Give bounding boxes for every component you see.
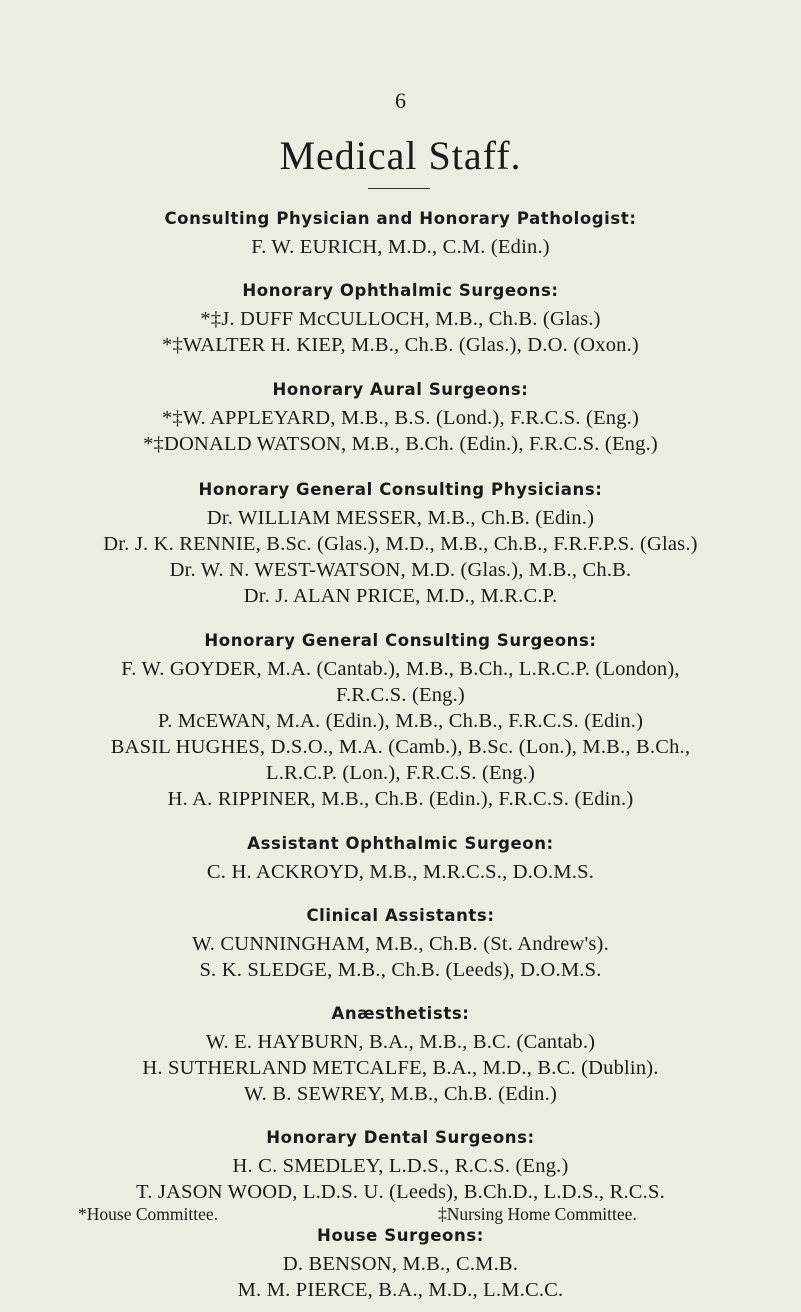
title-divider (368, 188, 430, 189)
staff-entry: W. E. HAYBURN, B.A., M.B., B.C. (Cantab.) (205, 1031, 596, 1053)
section-anaesthetists (0, 1001, 801, 1107)
staff-entry: Dr. WILLIAM MESSER, M.B., Ch.B. (Edin.) (206, 507, 595, 529)
section-clinical-assistants (0, 903, 801, 983)
page-title: Medical Staff. (279, 133, 522, 178)
staff-entry: F. W. EURICH, M.D., C.M. (Edin.) (251, 236, 550, 258)
footnote-house-committee: *House Committee. (78, 1204, 218, 1224)
staff-entry: *‡WALTER H. KIEP, M.B., Ch.B. (Glas.), D.O. (Oxon.) (162, 334, 639, 356)
staff-entry: H. SUTHERLAND METCALFE, B.A., M.D., B.C. (Dublin). (142, 1057, 659, 1079)
section-assistant-ophthalmic (0, 831, 801, 885)
page-number: 6 (395, 88, 406, 113)
section-ophthalmic-surgeons (0, 278, 801, 358)
staff-entry: H. C. SMEDLEY, L.D.S., R.C.S. (Eng.) (232, 1155, 569, 1177)
section-heading: House Surgeons: (317, 1226, 484, 1245)
section-aural-surgeons (0, 377, 801, 457)
section-heading: Honorary Aural Surgeons: (272, 380, 529, 399)
section-heading: Clinical Assistants: (306, 906, 495, 925)
section-heading: Consulting Physician and Honorary Pathologist: (164, 209, 637, 228)
staff-entry: D. BENSON, M.B., C.M.B. (282, 1253, 519, 1275)
staff-entry: *‡DONALD WATSON, M.B., B.Ch. (Edin.), F.R.C.S. (Eng.) (143, 433, 658, 455)
staff-entry: Dr. J. K. RENNIE, B.Sc. (Glas.), M.D., M.B., Ch.B., F.R.F.P.S. (Glas.) (103, 533, 698, 555)
staff-entry: P. McEWAN, M.A. (Edin.), M.B., Ch.B., F.R.C.S. (Edin.) (157, 710, 644, 732)
staff-entry: H. A. RIPPINER, M.B., Ch.B. (Edin.), F.R.C.S. (Edin.) (167, 788, 634, 810)
section-house-surgeons (0, 1223, 801, 1303)
staff-entry: C. H. ACKROYD, M.B., M.R.C.S., D.O.M.S. (206, 861, 595, 883)
staff-entry: Dr. W. N. WEST-WATSON, M.D. (Glas.), M.B., Ch.B. (169, 559, 632, 581)
section-consulting-surgeons (0, 628, 801, 812)
staff-entry: S. K. SLEDGE, M.B., Ch.B. (Leeds), D.O.M.S. (199, 959, 602, 981)
staff-entry: T. JASON WOOD, L.D.S. U. (Leeds), B.Ch.D., L.D.S., R.C.S. (136, 1181, 665, 1203)
staff-entry: BASIL HUGHES, D.S.O., M.A. (Camb.), B.Sc. (Lon.), M.B., B.Ch., (110, 736, 691, 758)
staff-entry: W. B. SEWREY, M.B., Ch.B. (Edin.) (244, 1083, 557, 1105)
staff-entry: Dr. J. ALAN PRICE, M.D., M.R.C.P. (243, 585, 558, 607)
staff-entry: *‡J. DUFF McCULLOCH, M.B., Ch.B. (Glas.) (200, 308, 601, 330)
section-heading: Honorary General Consulting Physicians: (198, 480, 603, 499)
section-consulting-physician (0, 206, 801, 260)
section-heading: Honorary Ophthalmic Surgeons: (242, 281, 559, 300)
section-dental-surgeons (0, 1125, 801, 1205)
section-consulting-physicians (0, 477, 801, 609)
section-heading: Anæsthetists: (331, 1004, 470, 1023)
section-heading: Honorary Dental Surgeons: (266, 1128, 535, 1147)
section-heading: Honorary General Consulting Surgeons: (204, 631, 597, 650)
section-heading: Assistant Ophthalmic Surgeon: (247, 834, 554, 853)
staff-entry: W. CUNNINGHAM, M.B., Ch.B. (St. Andrew's). (192, 933, 609, 955)
staff-entry: F. W. GOYDER, M.A. (Cantab.), M.B., B.Ch., L.R.C.P. (London), (121, 658, 680, 680)
staff-entry: L.R.C.P. (Lon.), F.R.C.S. (Eng.) (265, 762, 535, 784)
staff-entry: F.R.C.S. (Eng.) (336, 684, 465, 706)
staff-entry: M. M. PIERCE, B.A., M.D., L.M.C.C. (237, 1279, 564, 1301)
staff-list (0, 206, 801, 1303)
staff-entry: *‡W. APPLEYARD, M.B., B.S. (Lond.), F.R.C.S. (Eng.) (161, 407, 640, 429)
footnote-nursing-home-committee: ‡Nursing Home Committee. (438, 1204, 637, 1224)
